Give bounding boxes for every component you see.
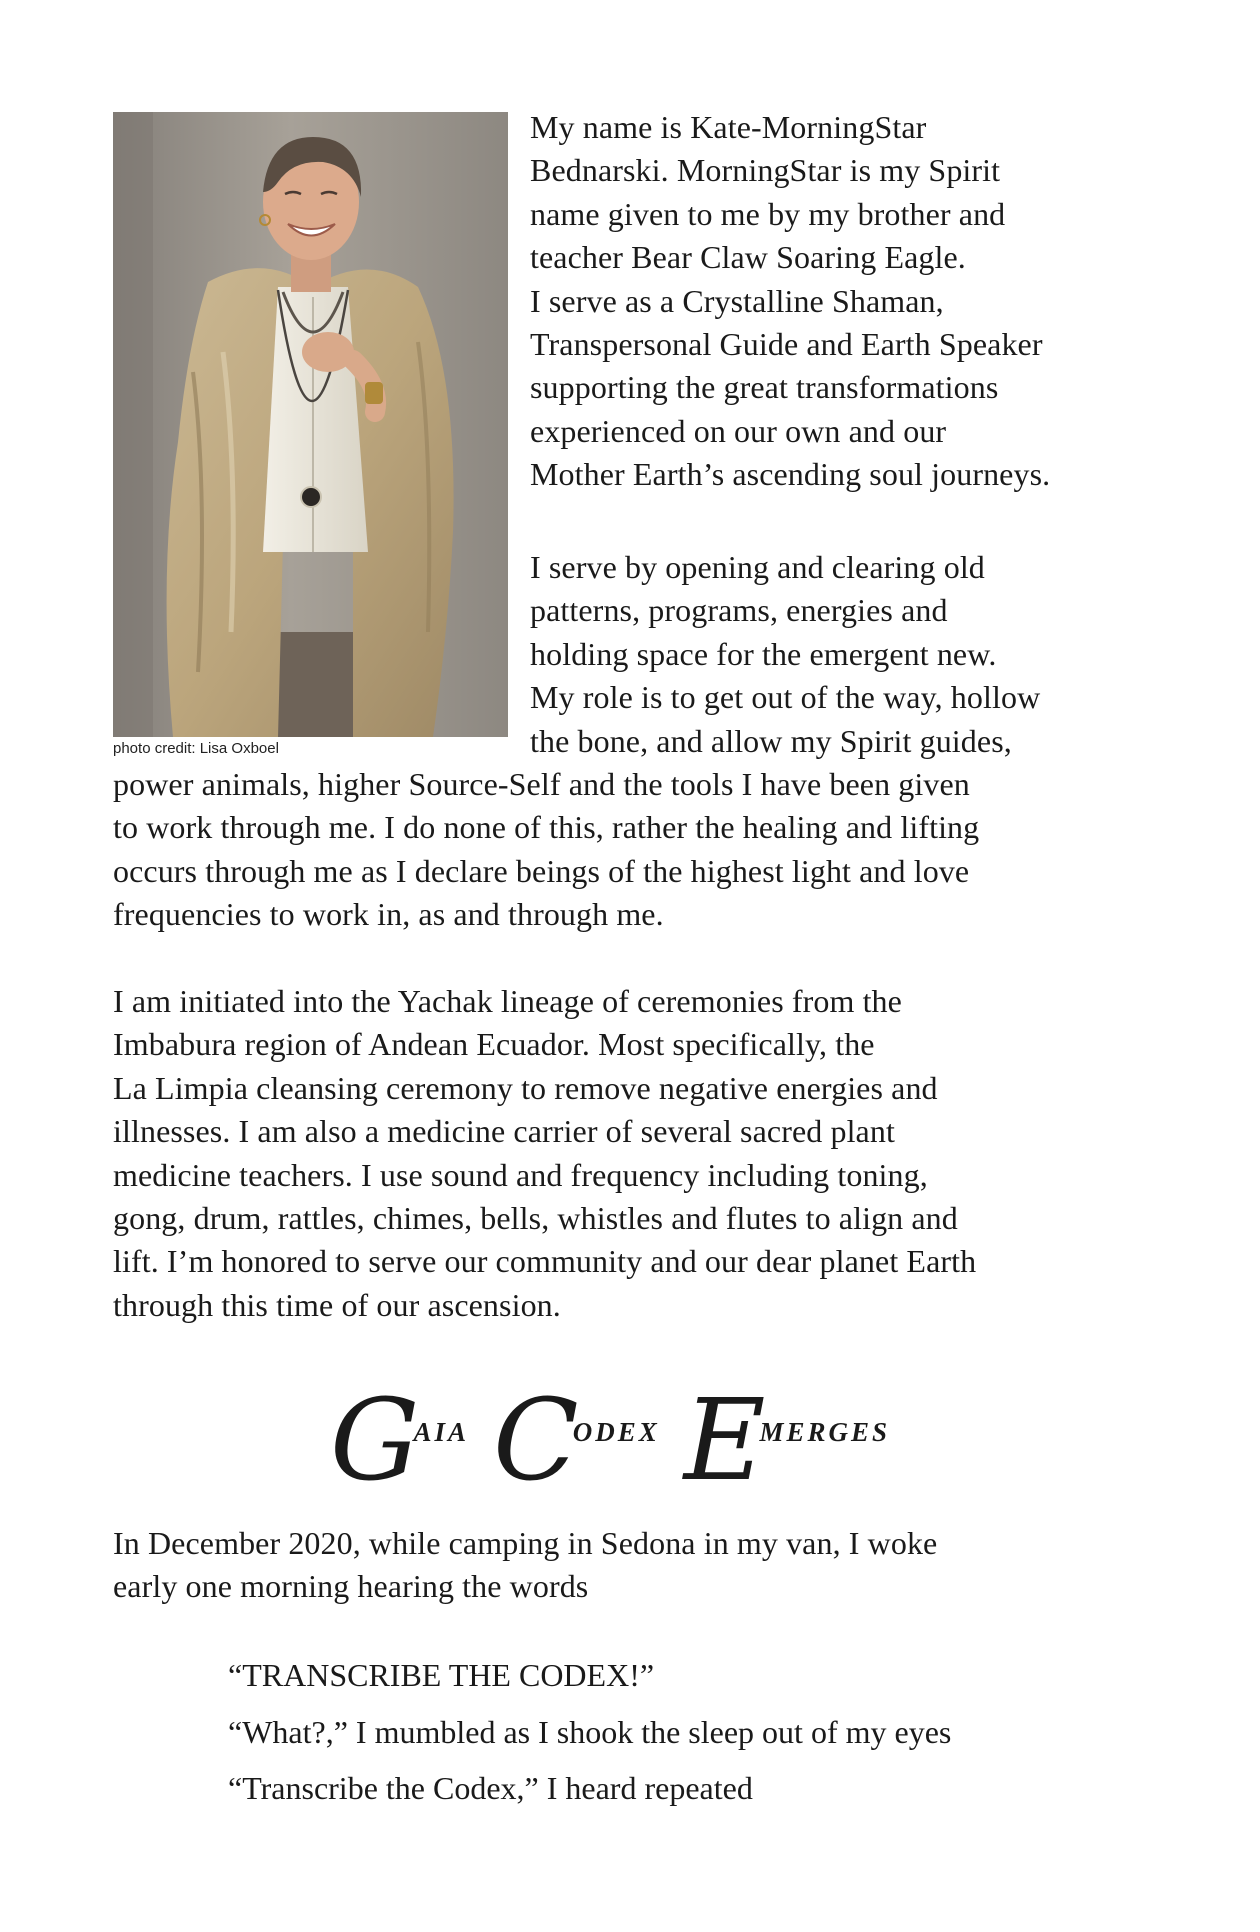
text-line: medicine teachers. I use sound and frequency including toning,	[113, 1156, 928, 1193]
serve-paragraph-narrow	[530, 546, 1040, 763]
heading-word	[330, 1376, 469, 1506]
text-line: frequencies to work in, as and through me.	[113, 896, 664, 933]
text-line: occurs through me as I declare beings of the highest light and love	[113, 852, 970, 889]
text-line: La Limpia cleansing ceremony to remove negative energies and	[113, 1069, 938, 1106]
text-line: to work through me. I do none of this, rather the healing and lifting	[113, 809, 980, 846]
heading-initial: E	[683, 1376, 766, 1506]
heading-small-caps: ODEX	[572, 1417, 660, 1447]
quote-line: “What?,” I mumbled as I shook the sleep out of my eyes	[228, 1714, 952, 1750]
text-line: experienced on our own and our	[530, 412, 947, 449]
serve-paragraph-wide	[113, 763, 979, 937]
text-line: holding space for the emergent new.	[530, 635, 997, 672]
text-line: lift. I’m honored to serve our community and our dear planet Earth	[113, 1243, 977, 1280]
heading-initial: C	[493, 1376, 579, 1506]
text-line: early one morning hearing the words	[113, 1568, 589, 1605]
heading-small-caps: MERGES	[759, 1417, 891, 1447]
heading-initial: G	[330, 1376, 420, 1506]
heading-word	[683, 1376, 891, 1506]
lineage-paragraph	[113, 980, 976, 1327]
intro-paragraph	[530, 106, 1050, 497]
text-line: illnesses. I am also a medicine carrier of several sacred plant	[113, 1113, 895, 1150]
heading-word	[493, 1376, 660, 1506]
text-line: I am initiated into the Yachak lineage of ceremonies from the	[113, 983, 902, 1019]
text-line: I serve by opening and clearing old	[530, 549, 985, 585]
text-line: I serve as a Crystalline Shaman,	[530, 282, 944, 319]
december-paragraph	[113, 1522, 937, 1609]
photo-credit: photo credit: Lisa Oxboel	[113, 740, 279, 757]
text-line: through this time of our ascension.	[113, 1286, 561, 1323]
section-heading	[330, 1376, 950, 1506]
text-line: power animals, higher Source-Self and the tools I have been given	[113, 766, 970, 802]
text-line: gong, drum, rattles, chimes, bells, whistles and flutes to align and	[113, 1200, 958, 1237]
text-line: My name is Kate-MorningStar	[530, 109, 927, 145]
text-line: Imbabura region of Andean Ecuador. Most specifically, the	[113, 1026, 875, 1063]
text-line: Mother Earth’s ascending soul journeys.	[530, 456, 1051, 493]
heading-small-caps: AIA	[413, 1417, 469, 1447]
text-line: Transpersonal Guide and Earth Speaker	[530, 326, 1043, 363]
text-line: name given to me by my brother and	[530, 195, 1006, 232]
text-line: patterns, programs, energies and	[530, 592, 948, 629]
text-line: teacher Bear Claw Soaring Eagle.	[530, 239, 966, 276]
text-line: supporting the great transformations	[530, 369, 999, 406]
text-line: In December 2020, while camping in Sedona in my van, I woke	[113, 1525, 938, 1561]
quote-line: “TRANSCRIBE THE CODEX!”	[228, 1657, 655, 1693]
text-line: the bone, and allow my Spirit guides,	[530, 722, 1012, 759]
quote-line: “Transcribe the Codex,” I heard repeated	[228, 1770, 753, 1806]
text-line: Bednarski. MorningStar is my Spirit	[530, 152, 1001, 189]
text-line: My role is to get out of the way, hollow	[530, 679, 1041, 716]
portrait-illustration	[113, 112, 508, 737]
portrait-photo	[113, 112, 508, 737]
